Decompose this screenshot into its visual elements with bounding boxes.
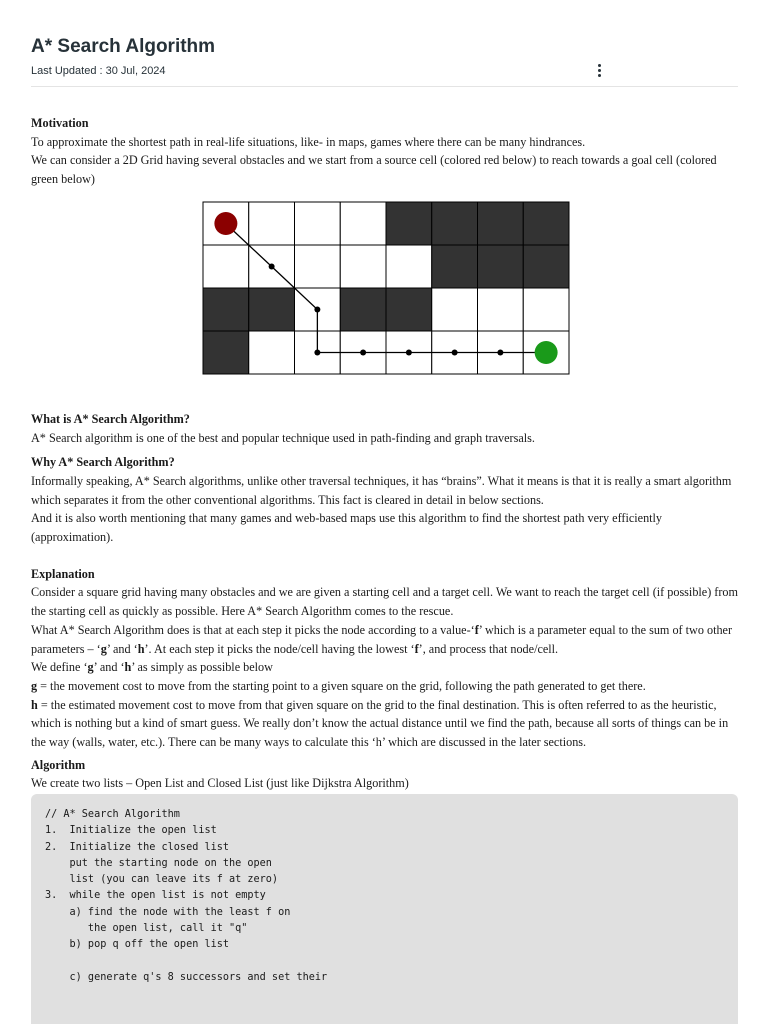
grid-cell	[340, 245, 386, 288]
why-heading: Why A* Search Algorithm?	[31, 455, 175, 470]
grid-obstacle-cell	[340, 288, 386, 331]
code-line: put the starting node on the open	[45, 857, 272, 869]
code-line: list (you can leave its f at zero)	[45, 874, 279, 886]
path-node	[314, 349, 320, 355]
grid-obstacle-cell	[249, 288, 295, 331]
h-definition: h = the estimated movement cost to move from that given square on the grid to the final destination. This is often referred to as the heuristic, which is nothing but a kind of smart guess. We really don’t know the actual distance until we find the path, because all sorts of things can be in the way (walls, water, etc.). There can be many ways to calculate this ‘h’ which are discussed in the later sections.	[31, 697, 729, 750]
grid-obstacle-cell	[478, 245, 524, 288]
grid-obstacle-cell	[523, 245, 569, 288]
article-body	[31, 114, 738, 793]
explanation-paragraph-1: Consider a square grid having many obstacles and we are given a starting cell and a target cell. We want to reach the target cell (if possible) from the starting cell as quickly as possible. Here A* Search Algorithm comes to the rescue.	[31, 585, 738, 619]
why-paragraph-1: Informally speaking, A* Search algorithms, unlike other traversal techniques, it has “brains”. What it means is that it is really a smart algorithm which separates it from the other conventional algorithms. This fact is cleared in detail in below sections.	[31, 473, 732, 507]
code-line: the open list, call it "q"	[45, 923, 248, 935]
grid-cell	[340, 202, 386, 245]
g-definition: g = the movement cost to move from the starting point to a given square on the grid, following the path generated to get there.	[31, 678, 646, 693]
path-node	[269, 263, 275, 269]
explanation-heading: Explanation	[31, 566, 95, 581]
path-node	[406, 349, 412, 355]
start-cell-marker	[214, 212, 237, 235]
code-line	[45, 954, 724, 970]
last-updated: Last Updated : 30 Jul, 2024	[31, 65, 166, 77]
grid-obstacle-cell	[432, 202, 478, 245]
motivation-paragraph-2: We can consider a 2D Grid having several obstacles and we start from a source cell (colored red below) to reach towards a goal cell (colored green below)	[31, 153, 717, 187]
grid-cell	[478, 288, 524, 331]
grid-figure	[31, 189, 738, 410]
path-node	[497, 349, 503, 355]
header-divider	[31, 86, 738, 87]
code-line: b) pop q off the open list	[45, 939, 230, 951]
explanation-paragraph-3: We define ‘g’ and ‘h’ as simply as possible below	[31, 660, 273, 675]
grid-obstacle-cell	[203, 331, 249, 374]
grid-obstacle-cell	[523, 202, 569, 245]
grid-cell	[295, 245, 341, 288]
code-line: // A* Search Algorithm	[45, 809, 180, 820]
code-line: 1. Initialize the open list	[45, 825, 217, 837]
code-line: 3. while the open list is not empty	[45, 890, 266, 902]
grid-obstacle-cell	[478, 202, 524, 245]
grid-cell	[203, 245, 249, 288]
grid-cell	[386, 245, 432, 288]
path-node	[314, 306, 320, 312]
page-title: A* Search Algorithm	[31, 36, 216, 57]
path-node	[360, 349, 366, 355]
what-heading: What is A* Search Algorithm?	[31, 411, 190, 426]
grid-cell	[432, 288, 478, 331]
grid-cell	[295, 202, 341, 245]
motivation-paragraph-1: To approximate the shortest path in real-life situations, like- in maps, games where there can be many hindrances.	[31, 134, 586, 149]
grid-cell	[249, 331, 295, 374]
code-line: a) find the node with the least f on	[45, 906, 291, 918]
why-paragraph-2: And it is also worth mentioning that many games and web-based maps use this algorithm to find the shortest path very efficiently (approximation).	[31, 511, 663, 545]
algorithm-paragraph: We create two lists – Open List and Closed List (just like Dijkstra Algorithm)	[31, 776, 409, 791]
code-block	[31, 794, 738, 1024]
goal-cell-marker	[535, 341, 558, 364]
code-line: 2. Initialize the closed list	[45, 841, 230, 853]
what-paragraph: A* Search algorithm is one of the best and popular technique used in path-finding and graph traversals.	[31, 430, 535, 445]
grid-obstacle-cell	[386, 288, 432, 331]
motivation-heading: Motivation	[31, 116, 89, 130]
grid-obstacle-cell	[432, 245, 478, 288]
grid-obstacle-cell	[386, 202, 432, 245]
code-line: c) generate q's 8 successors and set their	[45, 971, 328, 983]
grid-cell	[249, 202, 295, 245]
grid-obstacle-cell	[203, 288, 249, 331]
kebab-menu-icon[interactable]	[593, 62, 605, 80]
grid-cell	[523, 288, 569, 331]
algorithm-heading: Algorithm	[31, 757, 86, 772]
explanation-paragraph-2: What A* Search Algorithm does is that at each step it picks the node according to a value-‘f’ which is a parameter equal to the sum of two other parameters – ‘g’ and ‘h’. At each step it picks the node/cell having the lowest ‘f’, and process that node/cell.	[31, 622, 733, 656]
path-node	[452, 349, 458, 355]
grid-diagram	[202, 201, 570, 375]
